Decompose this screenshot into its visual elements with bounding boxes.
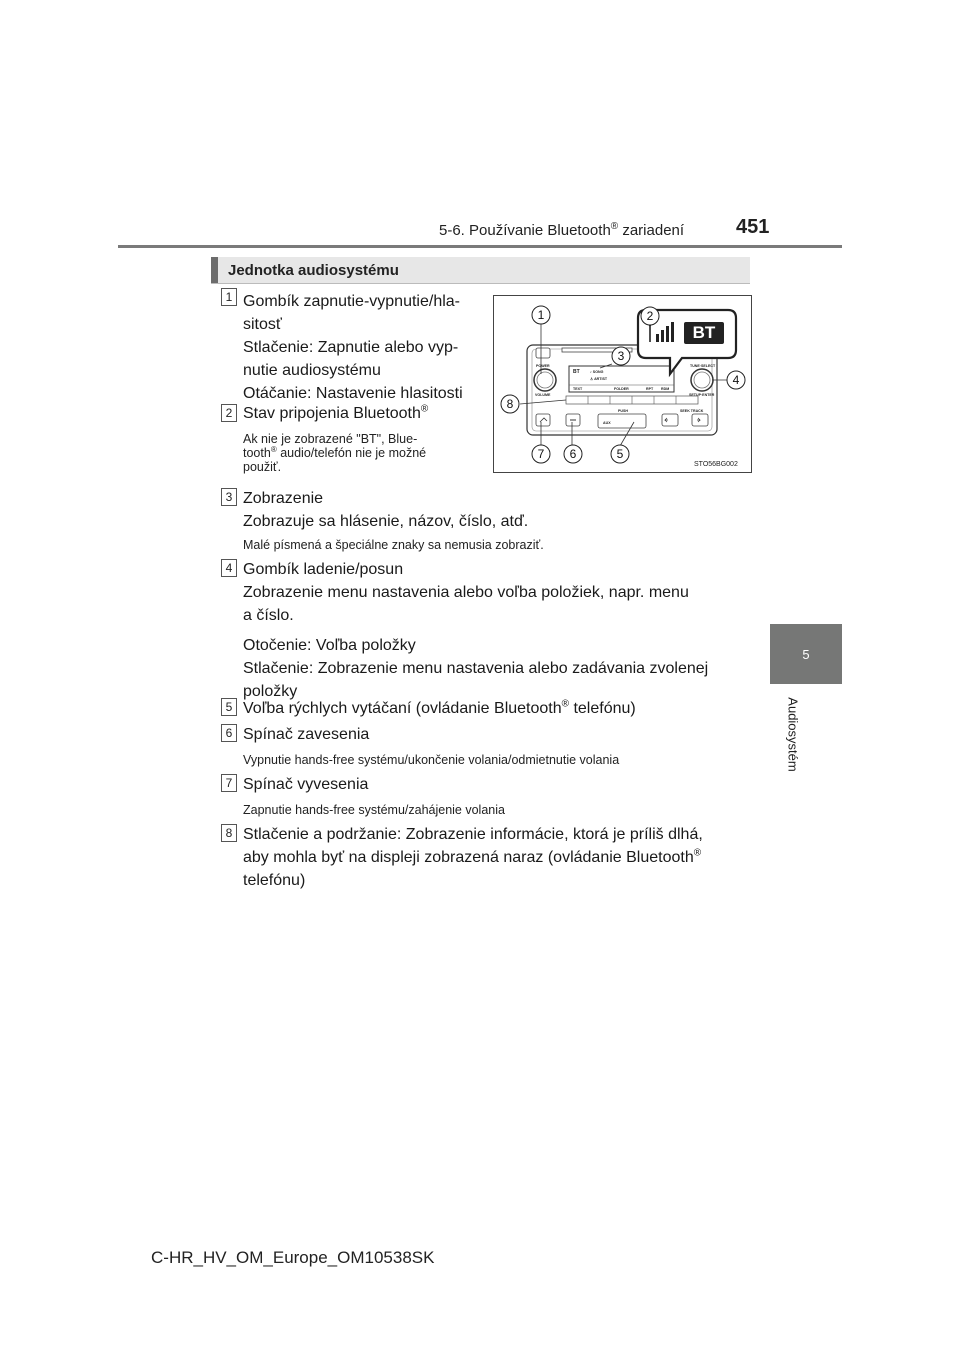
audio-unit-drawing xyxy=(494,296,751,472)
callout-4: 4 xyxy=(732,373,740,387)
display-bt: BT xyxy=(573,369,580,375)
chapter-title: 5-6. Používanie Bluetooth® zariadení xyxy=(439,221,685,239)
display-rpt: RPT xyxy=(646,387,654,391)
item-1-text: Gombík zapnutie-vypnutie/hla- sitosť Stlačenie: Zapnutie alebo vyp- nutie audiosystému Otáčanie: Nastavenie hlasitosti xyxy=(243,293,463,402)
item-number-3: 3 xyxy=(221,488,237,506)
label-tune-select: TUNE·SELECT xyxy=(690,364,716,368)
label-push: PUSH xyxy=(618,409,628,413)
item-4-line-2: Zobrazenie menu nastavenia alebo voľba položiek, napr. menu xyxy=(243,584,689,601)
label-aux: AUX xyxy=(603,421,611,425)
heading-accent-bar xyxy=(211,257,218,283)
item-6-note: Vypnutie hands-free systému/ukončenie volania/odmietnutie volania xyxy=(243,753,620,767)
item-7-text: Spínač vyvesenia xyxy=(243,776,369,793)
label-setup-enter: SETUP·ENTER xyxy=(689,393,715,397)
section-heading-text: Jednotka audiosystému xyxy=(228,261,399,279)
item-number-5: 5 xyxy=(221,698,237,716)
display-text: TEXT xyxy=(573,387,583,391)
heading-underline xyxy=(211,283,750,284)
callout-1: 1 xyxy=(537,308,545,322)
page-number: 451 xyxy=(736,216,770,238)
chapter-tab: 5 xyxy=(770,624,842,684)
label-power: POWER xyxy=(536,364,550,368)
item-4-text: Gombík ladenie/posun Zobrazenie menu nastavenia alebo voľba položiek, napr. menu a číslo. Otočenie: Voľba položky Stlačenie: Zobrazenie menu nastavenia alebo zadávania zvolenej položky xyxy=(243,558,745,703)
audio-unit-figure xyxy=(493,295,752,473)
figure-code: STO56BG002 xyxy=(694,461,738,468)
item-2-note: Ak nie je zobrazené "BT", Blue- tooth® audio/telefón nie je možné použiť. xyxy=(243,432,427,474)
item-3-note: Malé písmená a špeciálne znaky sa nemusia zobraziť. xyxy=(243,538,544,552)
section-heading xyxy=(211,257,750,283)
label-seek: SEEK TRACK xyxy=(680,409,704,413)
item-number-8: 8 xyxy=(221,824,237,842)
bt-indicator: BT xyxy=(692,323,716,342)
item-number-4: 4 xyxy=(221,559,237,577)
item-number-1: 1 xyxy=(221,288,237,306)
callout-8: 8 xyxy=(506,397,514,411)
callout-5: 5 xyxy=(616,447,624,461)
item-6-text: Spínač zavesenia xyxy=(243,726,370,743)
display-folder: FOLDER xyxy=(614,387,629,391)
item-number-2: 2 xyxy=(221,404,237,422)
chapter-tab-label: Audiosystém xyxy=(785,697,801,772)
callout-7: 7 xyxy=(537,447,545,461)
label-volume: VOLUME xyxy=(535,393,551,397)
item-number-6: 6 xyxy=(221,724,237,742)
callout-3: 3 xyxy=(617,349,625,363)
display-song: ♪ SONG xyxy=(590,370,604,374)
callout-6: 6 xyxy=(569,447,577,461)
item-3-text: Zobrazenie Zobrazuje sa hlásenie, názov, číslo, atď. xyxy=(243,490,529,530)
display-artist: ♙ ARTIST xyxy=(590,377,608,381)
item-5-text: Voľba rýchlych vytáčaní (ovládanie Bluetooth® telefónu) xyxy=(243,698,636,717)
item-7-note: Zapnutie hands-free systému/zahájenie volania xyxy=(243,803,505,817)
header-divider xyxy=(118,245,842,248)
document-code: C-HR_HV_OM_Europe_OM10538SK xyxy=(151,1248,435,1267)
item-number-7: 7 xyxy=(221,774,237,792)
callout-2: 2 xyxy=(646,309,654,323)
display-rdm: RDM xyxy=(661,387,670,391)
item-8-text: Stlačenie a podržanie: Zobrazenie informácie, ktorá je príliš dlhá, aby mohla byť na displeji zobrazená naraz (ovládanie Bluetooth® telefónu) xyxy=(243,826,703,889)
item-2-text: Stav pripojenia Bluetooth® xyxy=(243,403,429,422)
